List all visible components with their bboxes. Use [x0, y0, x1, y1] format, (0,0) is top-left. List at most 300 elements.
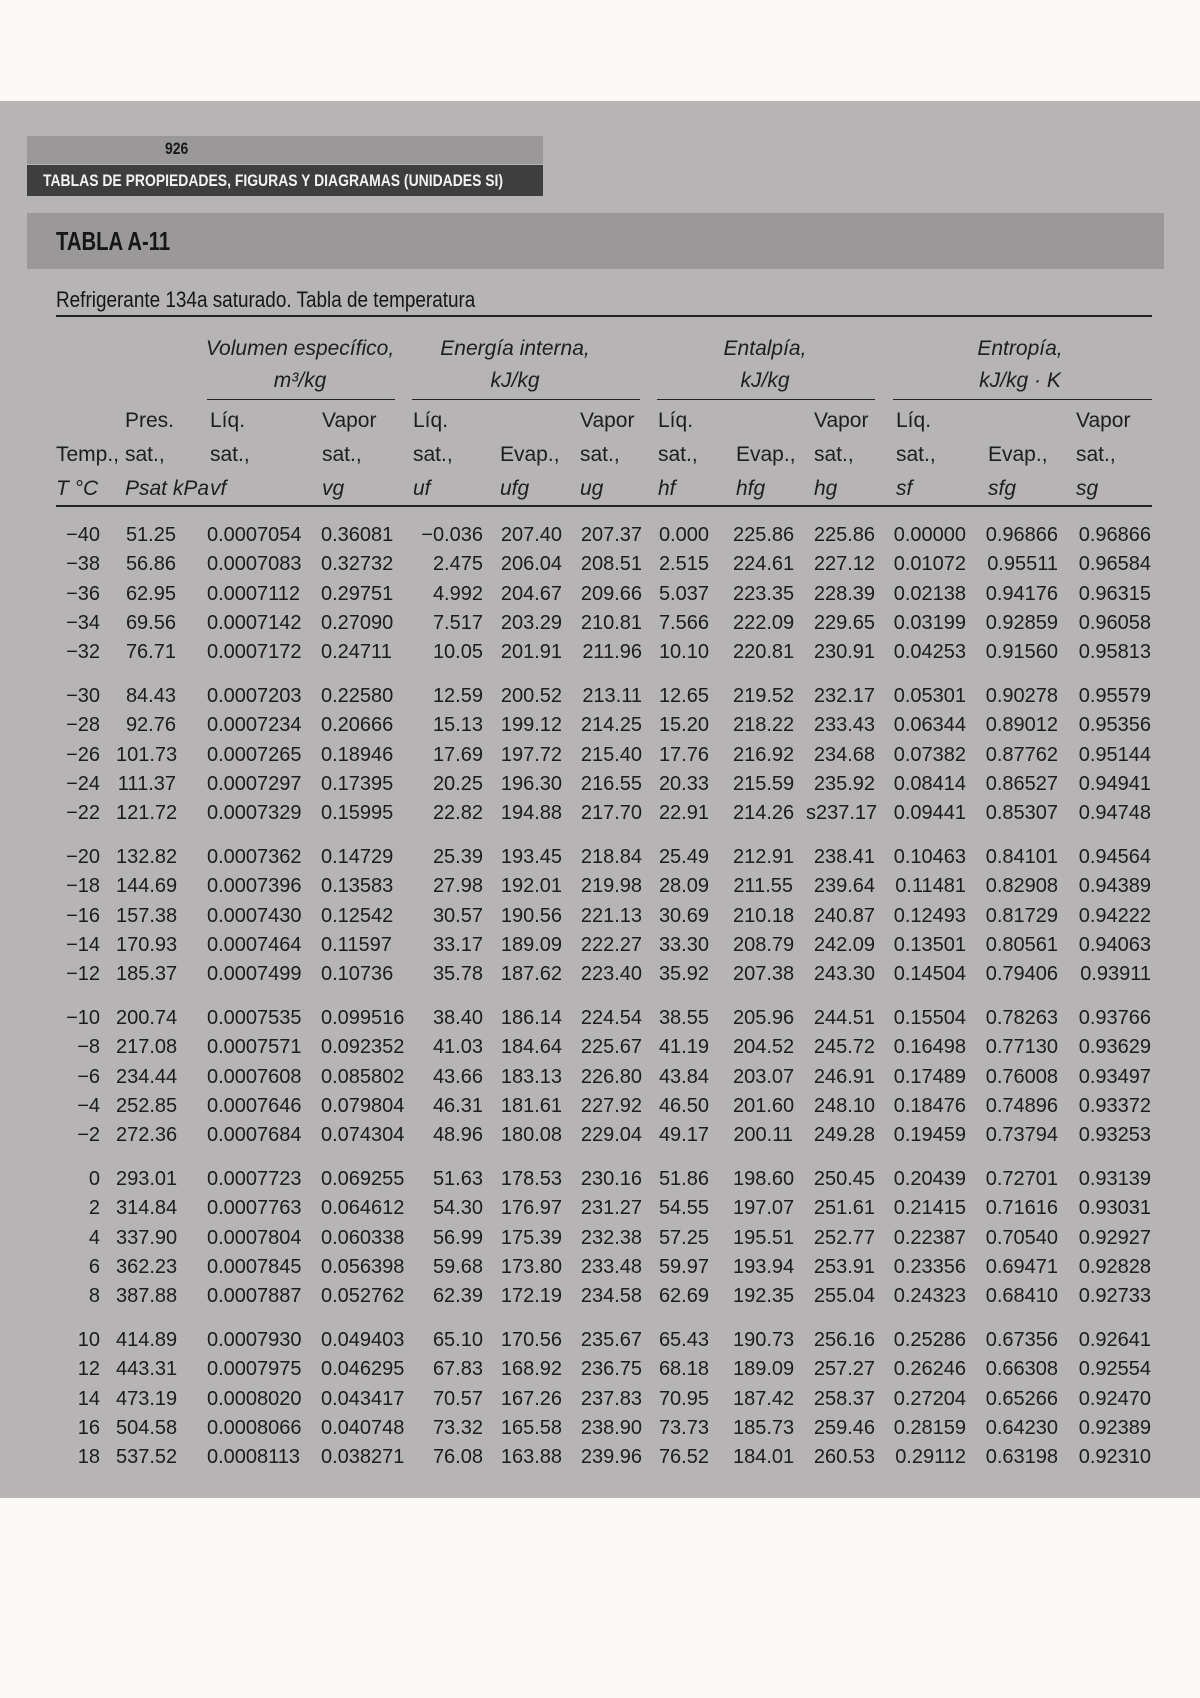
table-cell: 0.05301	[893, 685, 966, 707]
table-cell: 216.55	[580, 772, 642, 795]
table-cell: 0.0007975	[207, 1358, 302, 1381]
table-cell: −38	[66, 553, 100, 576]
table-cell: 224.54	[580, 1007, 642, 1029]
table-cell: 193.45	[500, 846, 562, 868]
table-cell: 222.09	[733, 611, 795, 634]
table-cell: 204.52	[733, 1036, 795, 1059]
table-cell: 0.26246	[893, 1358, 966, 1381]
table-cell: 0.70540	[985, 1226, 1058, 1249]
table-cell: 49.17	[658, 1124, 709, 1147]
table-cell: 56.99	[432, 1226, 483, 1249]
table-cell: 234.68	[813, 743, 875, 766]
table-cell: 211.55	[733, 875, 793, 898]
table-cell: 0.86527	[985, 772, 1058, 795]
table-cell: 229.04	[580, 1124, 642, 1147]
table-cell: 0.085802	[321, 1065, 405, 1088]
table-cell: −16	[66, 904, 100, 927]
table-cell: 35.78	[432, 963, 483, 986]
table-cell: 0.93629	[1078, 1036, 1151, 1059]
table-cell: 0.92828	[1078, 1255, 1151, 1278]
table-cell: 0.24323	[893, 1285, 966, 1308]
table-cell: 213.11	[582, 685, 642, 707]
table-cell: 16	[77, 1416, 100, 1439]
table-cell: 0.0007203	[207, 685, 302, 707]
table-cell: 157.38	[116, 904, 178, 927]
table-cell: 362.23	[116, 1255, 178, 1278]
table-cell: 111.37	[117, 772, 176, 795]
table-cell: 0.94564	[1078, 846, 1151, 868]
table-cell: 184.64	[500, 1036, 562, 1059]
group-energy	[410, 333, 620, 397]
table-cell: 245.72	[813, 1036, 875, 1059]
column-header-1-line-2: Psat kPa	[125, 477, 210, 500]
table-cell: 73.32	[432, 1416, 483, 1439]
table-cell: 0.0007887	[207, 1285, 302, 1308]
table-cell: 0.099516	[321, 1007, 405, 1029]
table-cell: 193.94	[733, 1255, 795, 1278]
table-cell: 234.44	[116, 1065, 178, 1088]
table-cell: 0.94389	[1078, 875, 1151, 898]
table-cell: 0.0007265	[207, 743, 302, 766]
table-cell: 207.38	[733, 963, 795, 986]
table-cell: 257.27	[813, 1358, 875, 1381]
table-cell: 184.01	[733, 1446, 795, 1469]
column-header-3-line-0: Vapor	[322, 409, 377, 432]
table-cell: 62.95	[125, 582, 176, 605]
table-cell: −20	[66, 846, 100, 868]
table-cell: 38.40	[432, 1007, 483, 1029]
table-cell: 0.92470	[1078, 1387, 1151, 1410]
table-cell: 67.83	[432, 1358, 483, 1381]
table-cell: 224.61	[733, 553, 795, 576]
table-cell: 0.0007430	[207, 904, 302, 927]
table-cell: 0.92389	[1078, 1416, 1151, 1439]
table-cell: 84.43	[125, 685, 176, 707]
table-cell: 206.04	[500, 553, 562, 576]
table-cell: 183.13	[500, 1065, 562, 1088]
table-cell: 0.049403	[321, 1329, 405, 1351]
table-cell: 0.77130	[985, 1036, 1058, 1059]
table-cell: 0.13583	[321, 875, 394, 898]
group-volume-units: m³/kg	[273, 369, 327, 392]
table-cell: 0.0007329	[207, 802, 302, 825]
group-energy-title: Energía interna,	[440, 337, 590, 360]
table-cell: 2	[88, 1197, 100, 1220]
table-cell: 187.62	[500, 963, 562, 986]
table-cell: 252.85	[116, 1094, 178, 1117]
group-rule-energy	[412, 399, 640, 400]
table-cell: 0.0007172	[207, 641, 302, 664]
table-cell: 0.14504	[893, 963, 966, 986]
table-cell: 0.92310	[1078, 1446, 1151, 1469]
table-cell: 0.0007608	[207, 1065, 302, 1088]
table-cell: 214.26	[733, 802, 795, 825]
table-cell: 207.40	[500, 524, 562, 546]
table-cell: 0.95511	[987, 553, 1058, 576]
table-cell: 238.41	[813, 846, 875, 868]
table-cell: 0.0007142	[207, 611, 302, 634]
column-header-6-line-2: ug	[580, 477, 604, 500]
table-cell: 0.72701	[985, 1168, 1058, 1190]
table-cell: 0.0007054	[207, 524, 302, 546]
table-cell: 0.96584	[1078, 553, 1151, 576]
table-cell: 0.092352	[321, 1036, 405, 1059]
table-cell: 195.51	[733, 1226, 795, 1249]
table-cell: 54.30	[432, 1197, 483, 1220]
column-header-3-line-2: vg	[322, 477, 345, 500]
table-cell: 201.91	[500, 641, 562, 664]
table-cell: 0.20439	[893, 1168, 966, 1190]
table-cell: 252.77	[813, 1226, 875, 1249]
table-cell: 260.53	[813, 1446, 875, 1469]
table-cell: 192.01	[500, 875, 562, 898]
table-cell: 0.074304	[321, 1124, 405, 1147]
column-header-9-line-1: sat.,	[814, 443, 854, 466]
table-cell: 0.22580	[321, 685, 394, 707]
table-cell: 0.08414	[893, 772, 966, 795]
table-cell: 220.81	[733, 641, 795, 664]
table-cell: 223.40	[580, 963, 642, 986]
table-cell: 121.72	[116, 802, 178, 825]
table-cell: 0.17395	[321, 772, 394, 795]
table-cell: 222.27	[580, 933, 642, 956]
table-cell: 7.517	[432, 611, 483, 634]
table-cell: 190.73	[733, 1329, 795, 1351]
table-cell: 228.39	[813, 582, 875, 605]
table-cell: 176.97	[500, 1197, 562, 1220]
table-cell: 173.80	[500, 1255, 562, 1278]
group-volume	[195, 333, 405, 397]
table-cell: 101.73	[116, 743, 178, 766]
table-cell: 216.92	[733, 743, 795, 766]
table-cell: 73.73	[658, 1416, 709, 1439]
table-cell: 70.57	[432, 1387, 483, 1410]
table-cell: 68.18	[658, 1358, 709, 1381]
table-cell: 203.07	[733, 1065, 795, 1088]
table-cell: 230.16	[580, 1168, 642, 1190]
table-cell: 175.39	[500, 1226, 562, 1249]
table-cell: 0.0007499	[207, 963, 302, 986]
table-cell: 189.09	[733, 1358, 795, 1381]
table-cell: 225.86	[813, 524, 875, 546]
table-cell: 2.515	[658, 553, 709, 576]
table-cell: 200.52	[500, 685, 562, 707]
table-cell: 219.98	[580, 875, 642, 898]
table-cell: 181.61	[500, 1094, 562, 1117]
table-cell: 0.17489	[893, 1065, 966, 1088]
column-header-9-line-0: Vapor	[814, 409, 869, 432]
table-cell: 210.18	[733, 904, 795, 927]
table-cell: 0.0008113	[207, 1446, 301, 1469]
table-cell: 211.96	[582, 641, 642, 664]
table-cell: 0.65266	[985, 1387, 1058, 1410]
column-header-6-line-1: sat.,	[580, 443, 620, 466]
table-cell: 0.73794	[985, 1124, 1058, 1147]
table-cell: 0.89012	[985, 714, 1058, 737]
table-cell: 178.53	[500, 1168, 562, 1190]
table-cell: 234.58	[580, 1285, 642, 1308]
table-cell: 0.32732	[321, 553, 394, 576]
table-cell: 205.96	[733, 1007, 795, 1029]
column-header-2-line-2: vf	[210, 477, 227, 500]
table-cell: −10	[66, 1007, 100, 1029]
table-cell: 0.043417	[321, 1387, 405, 1410]
table-cell: 219.52	[733, 685, 795, 707]
table-cell: 15.20	[658, 714, 709, 737]
table-cell: −32	[66, 641, 100, 664]
table-cell: −26	[66, 743, 100, 766]
table-cell: 0.63198	[985, 1446, 1058, 1469]
table-cell: 14	[77, 1387, 100, 1410]
table-cell: 0.12493	[893, 904, 966, 927]
table-cell: 217.70	[580, 802, 642, 825]
table-cell: 185.73	[733, 1416, 795, 1439]
table-cell: 0.69471	[985, 1255, 1058, 1278]
table-cell: 0.81729	[985, 904, 1058, 927]
table-cell: −2	[77, 1124, 100, 1147]
table-cell: 0.060338	[321, 1226, 405, 1249]
table-cell: 244.51	[813, 1007, 875, 1029]
table-cell: 0.06344	[893, 714, 966, 737]
table-cell: −14	[66, 933, 100, 956]
table-cell: 0.23356	[893, 1255, 966, 1278]
table-cell: 0.64230	[985, 1416, 1058, 1439]
table-cell: −6	[77, 1065, 100, 1088]
table-cell: 132.82	[116, 846, 178, 868]
table-cell: 215.59	[733, 772, 795, 795]
table-cell: 0.92859	[985, 611, 1058, 634]
table-cell: 0.0007646	[207, 1094, 302, 1117]
table-cell: 0.0007297	[207, 772, 302, 795]
table-cell: 0.71616	[985, 1197, 1058, 1220]
table-cell: 235.92	[813, 772, 875, 795]
column-header-7-line-1: sat.,	[658, 443, 698, 466]
table-cell: 62.69	[658, 1285, 709, 1308]
table-cell: 218.84	[580, 846, 642, 868]
table-cell: 0.94176	[985, 582, 1058, 605]
group-entropy-units: kJ/kg · K	[979, 369, 1061, 392]
table-cell: 0.93253	[1078, 1124, 1151, 1147]
table-cell: 0.21415	[893, 1197, 966, 1220]
table-cell: 314.84	[116, 1197, 178, 1220]
table-cell: 198.60	[733, 1168, 795, 1190]
table-cell: 180.08	[500, 1124, 562, 1147]
section-title-bar	[27, 165, 543, 196]
table-cell: 189.09	[500, 933, 562, 956]
table-cell: 0.000	[658, 524, 709, 546]
table-cell: 208.79	[733, 933, 795, 956]
table-cell: 251.61	[813, 1197, 875, 1220]
table-cell: 0.19459	[893, 1124, 966, 1147]
table-cell: 0.68410	[985, 1285, 1058, 1308]
table-cell: 0.93911	[1080, 963, 1151, 986]
column-header-5-line-2: ufg	[500, 477, 530, 500]
column-header-4-line-0: Líq.	[413, 409, 449, 432]
column-header-10-line-0: Líq.	[896, 409, 932, 432]
table-cell: 51.63	[432, 1168, 483, 1190]
table-cell: 225.67	[580, 1036, 642, 1059]
table-cell: 20.25	[432, 772, 483, 795]
table-cell: 0.93766	[1078, 1007, 1151, 1029]
table-cell: 230.91	[813, 641, 875, 664]
column-header-4-line-1: sat.,	[413, 443, 453, 466]
table-cell: 43.66	[432, 1065, 483, 1088]
table-cell: 165.58	[500, 1416, 562, 1439]
table-cell: 249.28	[813, 1124, 875, 1147]
table-cell: 168.92	[500, 1358, 562, 1381]
table-cell: 0.67356	[985, 1329, 1058, 1351]
table-cell: 0.84101	[985, 846, 1058, 868]
table-cell: 70.95	[658, 1387, 709, 1410]
column-header-10-line-2: sf	[896, 477, 913, 500]
table-cell: 30.57	[432, 904, 483, 927]
table-cell: 62.39	[432, 1285, 483, 1308]
table-cell: 17.69	[432, 743, 483, 766]
group-entropy-title: Entropía,	[977, 337, 1063, 360]
table-cell: 194.88	[500, 802, 562, 825]
table-cell: 17.76	[658, 743, 709, 766]
table-cell: 226.80	[580, 1065, 642, 1088]
table-cell: 92.76	[125, 714, 176, 737]
table-cell: 0.14729	[321, 846, 394, 868]
table-cell: 204.67	[500, 582, 562, 605]
column-header-8-line-2: hfg	[736, 477, 766, 500]
table-cell: 8	[88, 1285, 100, 1308]
table-cell: 76.52	[658, 1446, 709, 1469]
column-header-12-line-2: sg	[1076, 477, 1099, 500]
table-cell: 0.040748	[321, 1416, 405, 1439]
table-cell: 48.96	[432, 1124, 483, 1147]
table-cell: 239.64	[813, 875, 875, 898]
table-cell: 0.0007804	[207, 1226, 302, 1249]
table-cell: 227.92	[580, 1094, 642, 1117]
table-cell: 0.29112	[895, 1446, 966, 1469]
column-header-0-line-1: Temp.,	[56, 443, 120, 466]
table-cell: −0.036	[421, 524, 483, 546]
table-cell: 69.56	[125, 611, 176, 634]
table-cell: 0.12542	[321, 904, 394, 927]
table-cell: 0.27090	[321, 611, 394, 634]
table-cell: 0.25286	[893, 1329, 966, 1351]
table-cell: −24	[66, 772, 100, 795]
table-cell: 0.76008	[985, 1065, 1058, 1088]
table-cell: 218.22	[733, 714, 795, 737]
group-volume-title: Volumen específico,	[205, 337, 395, 360]
table-cell: 0.079804	[321, 1094, 405, 1117]
table-cell: 0	[88, 1168, 100, 1190]
column-header-6-line-0: Vapor	[580, 409, 635, 432]
table-cell: 0.95579	[1078, 685, 1151, 707]
table-cell: 0.95813	[1078, 641, 1151, 664]
table-cell: 0.052762	[321, 1285, 405, 1308]
column-header-9-line-2: hg	[814, 477, 838, 500]
table-cell: 0.11481	[895, 875, 966, 898]
table-cell: 33.17	[432, 933, 483, 956]
caption-rule	[56, 315, 1152, 317]
table-cell: 25.49	[658, 846, 709, 868]
table-cell: 172.19	[500, 1285, 562, 1308]
column-header-3-line-1: sat.,	[322, 443, 362, 466]
table-cell: 240.87	[813, 904, 875, 927]
table-cell: 6	[88, 1255, 100, 1278]
table-cell: 293.01	[116, 1168, 178, 1190]
table-cell: 7.566	[658, 611, 709, 634]
table-cell: 196.30	[500, 772, 562, 795]
column-header-4-line-2: uf	[413, 477, 431, 500]
table-cell: 0.02138	[893, 582, 966, 605]
table-cell: 259.46	[813, 1416, 875, 1439]
table-cell: 253.91	[813, 1255, 875, 1278]
table-cell: 0.056398	[321, 1255, 405, 1278]
table-cell: 4.992	[432, 582, 483, 605]
table-cell: 236.75	[580, 1358, 642, 1381]
table-cell: 250.45	[813, 1168, 875, 1190]
table-cell: 0.0007362	[207, 846, 302, 868]
table-cell: 0.064612	[321, 1197, 405, 1220]
table-cell: 25.39	[432, 846, 483, 868]
table-cell: 0.92554	[1078, 1358, 1151, 1381]
table-cell: 223.35	[733, 582, 795, 605]
page-number-bar	[27, 136, 543, 164]
table-cell: 0.18476	[893, 1094, 966, 1117]
table-cell: 387.88	[116, 1285, 178, 1308]
table-cell: 170.56	[500, 1329, 562, 1351]
table-cell: 0.74896	[985, 1094, 1058, 1117]
table-cell: 0.0007396	[207, 875, 302, 898]
table-cell: 443.31	[116, 1358, 178, 1381]
table-cell: 41.19	[658, 1036, 709, 1059]
table-cell: 0.92927	[1078, 1226, 1151, 1249]
table-cell: 0.13501	[893, 933, 966, 956]
table-cell: 221.13	[580, 904, 642, 927]
table-cell: 201.60	[733, 1094, 795, 1117]
table-cell: 0.18946	[321, 743, 394, 766]
table-cell: 0.0007684	[207, 1124, 302, 1147]
table-cell: 248.10	[813, 1094, 875, 1117]
table-cell: 0.29751	[321, 582, 394, 605]
table-cell: 0.04253	[893, 641, 966, 664]
table-cell: 46.50	[658, 1094, 709, 1117]
column-header-5-line-1: Evap.,	[500, 443, 560, 466]
table-cell: 0.96866	[1078, 524, 1151, 546]
table-cell: 209.66	[580, 582, 642, 605]
column-header-1-line-1: sat.,	[125, 443, 165, 466]
table-cell: 76.08	[432, 1446, 483, 1469]
table-cell: 0.95356	[1078, 714, 1151, 737]
table-cell: s237.17	[806, 802, 878, 825]
table-cell: 232.17	[813, 685, 875, 707]
table-cell: 0.11597	[321, 933, 392, 956]
table-cell: 4	[88, 1226, 100, 1249]
table-cell: 208.51	[580, 553, 642, 576]
table-cell: 0.36081	[321, 524, 394, 546]
table-cell: 215.40	[580, 743, 642, 766]
table-cell: 76.71	[125, 641, 176, 664]
table-cell: 0.91560	[985, 641, 1058, 664]
column-header-0-line-2: T °C	[56, 477, 99, 500]
table-cell: 473.19	[116, 1387, 178, 1410]
table-cell: 231.27	[580, 1197, 642, 1220]
table-cell: 163.88	[500, 1446, 562, 1469]
table-cell: 0.0007535	[207, 1007, 302, 1029]
group-energy-units: kJ/kg	[490, 369, 540, 392]
table-cell: 239.96	[580, 1446, 642, 1469]
table-cell: 212.91	[733, 846, 795, 868]
table-cell: 0.01072	[893, 553, 966, 576]
table-cell: −36	[66, 582, 100, 605]
table-cell: 54.55	[658, 1197, 709, 1220]
table-cell: 43.84	[658, 1065, 709, 1088]
